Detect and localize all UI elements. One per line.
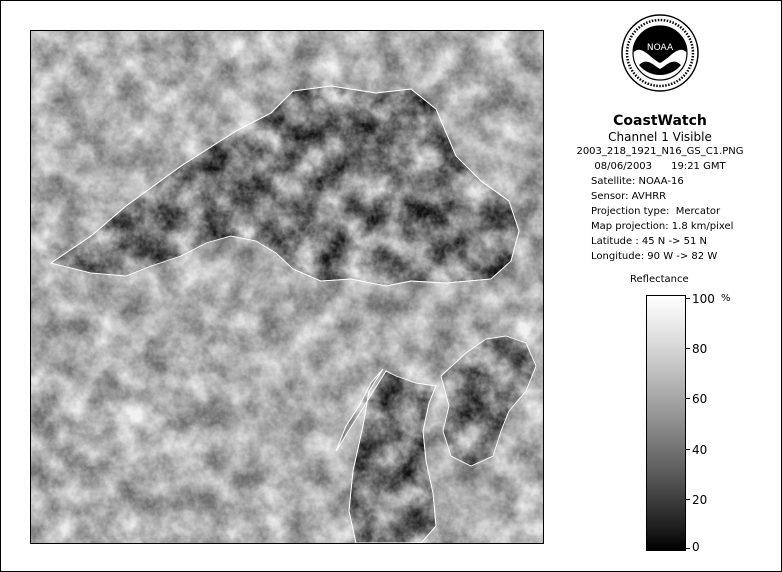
colorbar-title: Reflectance <box>630 274 689 285</box>
colorbar-tick <box>685 499 690 500</box>
colorbar-tick <box>685 398 690 399</box>
satellite-image <box>31 31 543 543</box>
colorbar-tick <box>685 348 690 349</box>
satellite-label: Satellite: NOAA-16 <box>591 176 684 187</box>
longitude-label: Longitude: 90 W -> 82 W <box>591 251 718 262</box>
colorbar-unit: % <box>721 293 731 304</box>
satellite-map <box>30 30 544 544</box>
channel-label: Channel 1 Visible <box>608 130 712 144</box>
colorbar-tick-label: 20 <box>692 493 708 507</box>
title: CoastWatch <box>613 113 707 129</box>
latitude-label: Latitude : 45 N -> 51 N <box>591 236 707 247</box>
datetime: 08/06/2003 19:21 GMT <box>594 161 726 172</box>
colorbar-tick-label: 100 <box>692 292 715 306</box>
cloud-speckle <box>31 31 543 543</box>
colorbar-tick-label: 60 <box>692 392 708 406</box>
colorbar-tick-label: 40 <box>692 443 708 457</box>
colorbar-tick <box>685 548 690 549</box>
filename: 2003_218_1921_N16_GS_C1.PNG <box>576 146 744 157</box>
colorbar-tick-label: 0 <box>692 540 700 554</box>
colorbar-tick <box>685 298 690 299</box>
noaa-logo <box>617 13 703 109</box>
map-projection-label: Map projection: 1.8 km/pixel <box>591 221 734 232</box>
sensor-label: Sensor: AVHRR <box>591 191 667 202</box>
colorbar-tick <box>685 449 690 450</box>
colorbar-tick-label: 80 <box>692 342 708 356</box>
colorbar <box>646 295 686 551</box>
projection-type-label: Projection type: Mercator <box>591 206 721 217</box>
logo-text: NOAA <box>646 43 674 53</box>
info-panel <box>560 113 760 264</box>
